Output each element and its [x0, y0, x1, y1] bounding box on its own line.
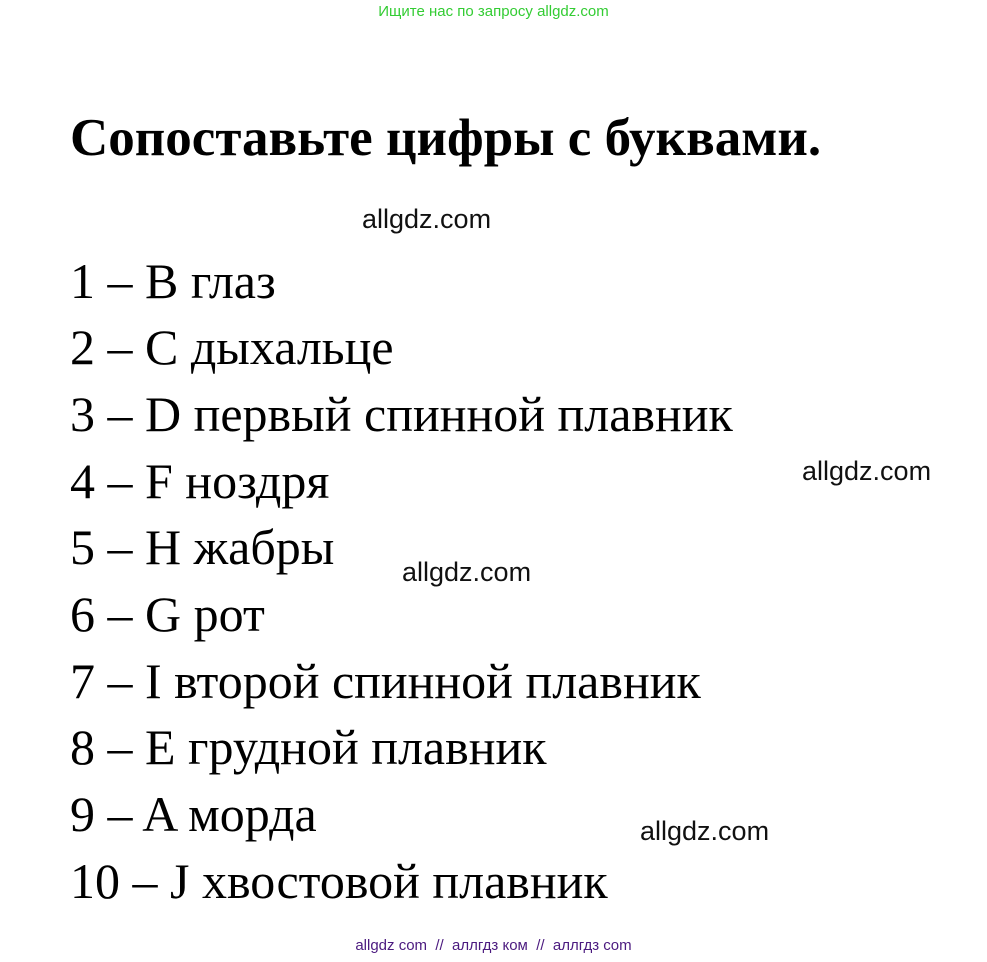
answer-line: 3 – D первый спинной плавник: [70, 386, 733, 442]
page-title: Сопоставьте цифры с буквами.: [70, 109, 822, 167]
watermark: allgdz.com: [362, 204, 492, 234]
search-banner: Ищите нас по запросу allgdz.com: [378, 3, 609, 20]
answer-line: 6 – G рот: [70, 586, 265, 642]
answer-line: 8 – E грудной плавник: [70, 719, 547, 775]
watermark: allgdz.com: [802, 456, 932, 486]
answer-line: 5 – H жабры: [70, 519, 335, 575]
answer-line: 7 – I второй спинной плавник: [70, 653, 701, 709]
footer-watermark: allgdz com // аллгдз ком // аллгдз com: [355, 937, 632, 954]
watermark: allgdz.com: [640, 816, 770, 846]
answer-line: 10 – J хвостовой плавник: [70, 853, 608, 909]
answer-line: 2 – C дыхальце: [70, 319, 394, 375]
answer-line: 4 – F ноздря: [70, 453, 330, 509]
watermark: allgdz.com: [402, 557, 532, 587]
answer-line: 9 – A морда: [70, 786, 317, 842]
answer-line: 1 – B глаз: [70, 253, 276, 309]
